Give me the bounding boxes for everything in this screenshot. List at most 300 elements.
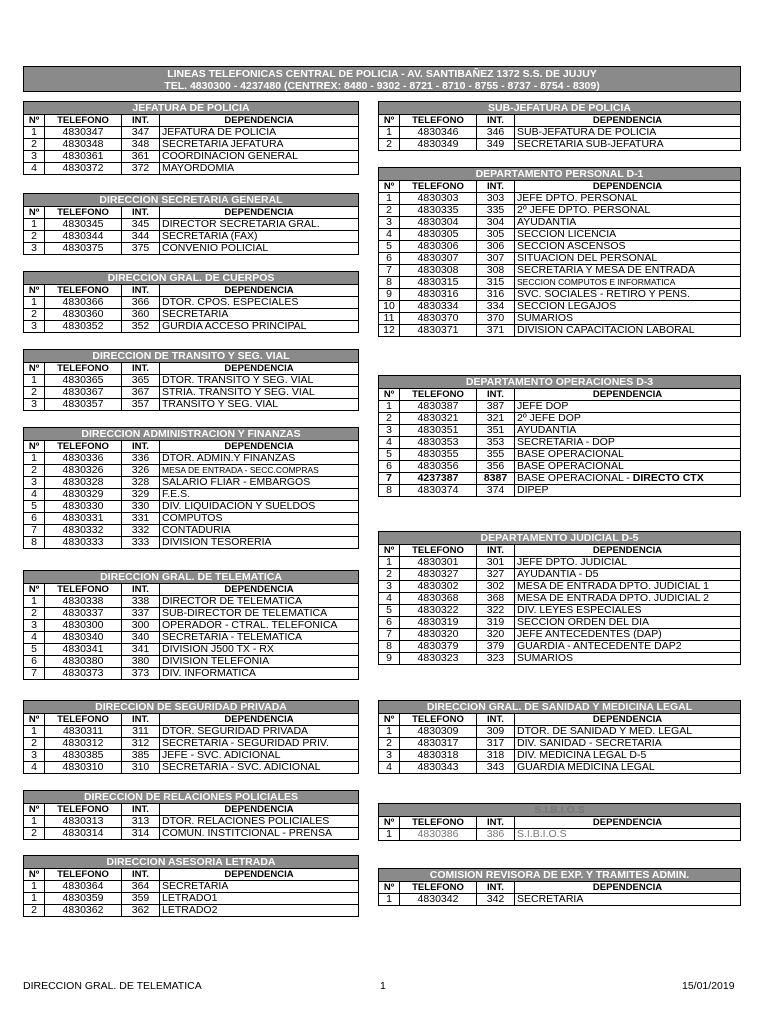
column-header-n: Nº bbox=[24, 285, 45, 297]
cell-dep: 2º JEFE DOP bbox=[515, 413, 741, 425]
section-title: DIRECCION SECRETARIA GENERAL bbox=[24, 194, 359, 207]
cell-n: 1 bbox=[379, 894, 400, 906]
cell-int: 361 bbox=[122, 151, 160, 163]
cell-dep: SECCION ASCENSOS bbox=[515, 241, 741, 253]
column-header-dep: DEPENDENCIA bbox=[160, 115, 359, 127]
column-header-tel: TELEFONO bbox=[400, 115, 477, 127]
cell-int: 301 bbox=[477, 557, 515, 569]
column-header-dep: DEPENDENCIA bbox=[515, 817, 741, 829]
cell-n: 1 bbox=[379, 829, 400, 841]
cell-n: 6 bbox=[379, 253, 400, 265]
table-row bbox=[24, 726, 359, 738]
cell-tel: 4830368 bbox=[400, 593, 477, 605]
cell-tel: 4830332 bbox=[45, 525, 122, 537]
header-line-1: LINEAS TELEFONICAS CENTRAL DE POLICIA - AV. SANTIBAÑEZ 1372 S.S. DE JUJUY bbox=[167, 68, 597, 80]
cell-int: 319 bbox=[477, 617, 515, 629]
cell-dep: DTOR. SEGURIDAD PRIVADA bbox=[160, 726, 359, 738]
cell-tel: 4830314 bbox=[45, 828, 122, 840]
table-row bbox=[379, 653, 741, 665]
cell-tel: 4830355 bbox=[400, 449, 477, 461]
cell-tel: 4830352 bbox=[45, 321, 122, 333]
cell-dep: SUMARIOS bbox=[515, 313, 741, 325]
column-header-dep: DEPENDENCIA bbox=[515, 181, 741, 193]
cell-int: 310 bbox=[122, 762, 160, 774]
cell-n: 3 bbox=[24, 477, 45, 489]
column-header-n: Nº bbox=[379, 882, 400, 894]
cell-tel: 4830305 bbox=[400, 229, 477, 241]
cell-n: 2 bbox=[24, 905, 45, 917]
cell-dep: COMPUTOS bbox=[160, 513, 359, 525]
cell-n: 2 bbox=[379, 569, 400, 581]
cell-dep: JEFE ANTECEDENTES (DAP) bbox=[515, 629, 741, 641]
table-row bbox=[379, 557, 741, 569]
column-header-tel: TELEFONO bbox=[400, 714, 477, 726]
cell-int: 312 bbox=[122, 738, 160, 750]
cell-n: 4 bbox=[379, 593, 400, 605]
cell-n: 1 bbox=[24, 375, 45, 387]
table-row bbox=[24, 387, 359, 399]
column-header-int: INT. bbox=[477, 545, 515, 557]
cell-int: 357 bbox=[122, 399, 160, 411]
column-header-n: Nº bbox=[379, 545, 400, 557]
cell-int: 387 bbox=[477, 401, 515, 413]
column-header-n: Nº bbox=[24, 441, 45, 453]
cell-n: 3 bbox=[379, 425, 400, 437]
cell-n: 4 bbox=[379, 762, 400, 774]
cell-dep: COMUN. INSTITCIONAL - PRENSA bbox=[160, 828, 359, 840]
section-title: DIRECCION DE RELACIONES POLICIALES bbox=[24, 791, 359, 804]
cell-n: 2 bbox=[24, 231, 45, 243]
column-header-tel: TELEFONO bbox=[400, 817, 477, 829]
column-header-tel: TELEFONO bbox=[45, 285, 122, 297]
cell-tel: 4830345 bbox=[45, 219, 122, 231]
cell-n: 11 bbox=[379, 313, 400, 325]
section-title: S.I.B.I.O.S bbox=[379, 804, 741, 817]
cell-n: 2 bbox=[379, 413, 400, 425]
cell-n: 3 bbox=[379, 750, 400, 762]
cell-tel: 4830375 bbox=[45, 243, 122, 255]
cell-dep: DIV. LEYES ESPECIALES bbox=[515, 605, 741, 617]
cell-n: 12 bbox=[379, 325, 400, 337]
cell-n: 2 bbox=[379, 738, 400, 750]
table-personal bbox=[378, 167, 741, 337]
cell-int: 379 bbox=[477, 641, 515, 653]
cell-tel: 4830356 bbox=[400, 461, 477, 473]
cell-dep: JEFE DOP bbox=[515, 401, 741, 413]
table-cuerpos bbox=[23, 271, 359, 333]
table-row bbox=[379, 229, 741, 241]
column-header-int: INT. bbox=[122, 804, 160, 816]
cell-n: 3 bbox=[24, 750, 45, 762]
cell-dep: SECRETARIA (FAX) bbox=[160, 231, 359, 243]
table-seguridad-privada bbox=[23, 700, 359, 774]
cell-int: 343 bbox=[477, 762, 515, 774]
table-row bbox=[24, 525, 359, 537]
cell-tel: 4830309 bbox=[400, 726, 477, 738]
cell-tel: 4830340 bbox=[45, 632, 122, 644]
cell-dep: DIV. SANIDAD - SECRETARIA bbox=[515, 738, 741, 750]
cell-int: 323 bbox=[477, 653, 515, 665]
cell-int: 328 bbox=[122, 477, 160, 489]
table-row bbox=[24, 644, 359, 656]
cell-tel: 4830385 bbox=[45, 750, 122, 762]
cell-n: 1 bbox=[24, 297, 45, 309]
cell-tel: 4830373 bbox=[45, 668, 122, 680]
column-header-dep: DEPENDENCIA bbox=[160, 285, 359, 297]
cell-dep: SUMARIOS bbox=[515, 653, 741, 665]
cell-int: 334 bbox=[477, 301, 515, 313]
cell-dep: SECCION LEGAJOS bbox=[515, 301, 741, 313]
cell-n: 2 bbox=[24, 738, 45, 750]
cell-int: 331 bbox=[122, 513, 160, 525]
cell-int: 386 bbox=[477, 829, 515, 841]
column-header-dep: DEPENDENCIA bbox=[160, 869, 359, 881]
cell-int: 326 bbox=[122, 465, 160, 477]
cell-tel: 4830320 bbox=[400, 629, 477, 641]
cell-n: 7 bbox=[379, 265, 400, 277]
table-row bbox=[24, 489, 359, 501]
cell-tel: 4830319 bbox=[400, 617, 477, 629]
column-header-tel: TELEFONO bbox=[45, 115, 122, 127]
table-row bbox=[379, 241, 741, 253]
cell-tel: 4830301 bbox=[400, 557, 477, 569]
column-header-int: INT. bbox=[122, 441, 160, 453]
cell-tel: 4830357 bbox=[45, 399, 122, 411]
cell-int: 332 bbox=[122, 525, 160, 537]
cell-n: 1 bbox=[24, 726, 45, 738]
cell-tel: 4830366 bbox=[45, 297, 122, 309]
cell-int: 366 bbox=[122, 297, 160, 309]
cell-tel: 4830348 bbox=[45, 139, 122, 151]
cell-tel: 4830372 bbox=[45, 163, 122, 175]
cell-n: 5 bbox=[379, 241, 400, 253]
table-row bbox=[24, 309, 359, 321]
cell-n: 3 bbox=[24, 151, 45, 163]
column-header-tel: TELEFONO bbox=[400, 389, 477, 401]
cell-n: 5 bbox=[24, 501, 45, 513]
cell-dep: DIVISION TESORERIA bbox=[160, 537, 359, 549]
cell-n: 1 bbox=[24, 881, 45, 893]
cell-n: 1 bbox=[24, 453, 45, 465]
cell-n: 6 bbox=[24, 656, 45, 668]
cell-int: 320 bbox=[477, 629, 515, 641]
table-row bbox=[379, 325, 741, 337]
cell-n: 1 bbox=[24, 219, 45, 231]
column-header-n: Nº bbox=[24, 869, 45, 881]
cell-int: 330 bbox=[122, 501, 160, 513]
cell-tel: 4830380 bbox=[45, 656, 122, 668]
cell-dep: SECCION COMPUTOS E INFORMATICA bbox=[515, 277, 741, 289]
cell-tel: 4830365 bbox=[45, 375, 122, 387]
cell-tel: 4830347 bbox=[45, 127, 122, 139]
cell-n: 4 bbox=[379, 437, 400, 449]
cell-dep: JEFE - SVC. ADICIONAL bbox=[160, 750, 359, 762]
table-row bbox=[24, 219, 359, 231]
cell-tel: 4830370 bbox=[400, 313, 477, 325]
cell-int: 329 bbox=[122, 489, 160, 501]
section-title: DIRECCION GRAL. DE SANIDAD Y MEDICINA LEGAL bbox=[379, 701, 741, 714]
column-header-n: Nº bbox=[24, 714, 45, 726]
cell-n: 1 bbox=[379, 557, 400, 569]
cell-dep: OPERADOR - CTRAL. TELEFONICA bbox=[160, 620, 359, 632]
cell-dep: DIVISION TELEFONIA bbox=[160, 656, 359, 668]
cell-int: 348 bbox=[122, 139, 160, 151]
table-row bbox=[379, 461, 741, 473]
column-header-n: Nº bbox=[24, 363, 45, 375]
table-row bbox=[24, 816, 359, 828]
cell-tel: 4830361 bbox=[45, 151, 122, 163]
table-row bbox=[24, 501, 359, 513]
cell-int: 342 bbox=[477, 894, 515, 906]
cell-int: 305 bbox=[477, 229, 515, 241]
cell-n: 1 bbox=[24, 127, 45, 139]
cell-tel: 4830322 bbox=[400, 605, 477, 617]
column-header-n: Nº bbox=[24, 207, 45, 219]
column-header-dep: DEPENDENCIA bbox=[515, 389, 741, 401]
cell-n: 7 bbox=[379, 629, 400, 641]
table-row bbox=[379, 127, 741, 139]
cell-n: 6 bbox=[379, 617, 400, 629]
cell-dep: DTOR. TRANSITO Y SEG. VIAL bbox=[160, 375, 359, 387]
table-row bbox=[379, 301, 741, 313]
cell-int: 344 bbox=[122, 231, 160, 243]
column-header-n: Nº bbox=[379, 181, 400, 193]
column-header-tel: TELEFONO bbox=[400, 545, 477, 557]
cell-int: 352 bbox=[122, 321, 160, 333]
column-header-tel: TELEFONO bbox=[45, 714, 122, 726]
section-title: JEFATURA DE POLICIA bbox=[24, 102, 359, 115]
cell-n: 2 bbox=[24, 387, 45, 399]
table-row bbox=[24, 163, 359, 175]
cell-int: 316 bbox=[477, 289, 515, 301]
cell-tel: 4830313 bbox=[45, 816, 122, 828]
table-row bbox=[379, 762, 741, 774]
cell-dep: MESA DE ENTRADA DPTO. JUDICIAL 1 bbox=[515, 581, 741, 593]
table-row bbox=[379, 437, 741, 449]
cell-n: 7 bbox=[379, 473, 400, 485]
cell-tel: 4830307 bbox=[400, 253, 477, 265]
table-sibios bbox=[378, 803, 741, 841]
cell-tel: 4830333 bbox=[45, 537, 122, 549]
cell-int: 340 bbox=[122, 632, 160, 644]
table-row bbox=[379, 617, 741, 629]
cell-tel: 4830364 bbox=[45, 881, 122, 893]
cell-n: 2 bbox=[24, 139, 45, 151]
table-relaciones bbox=[23, 790, 359, 840]
cell-int: 304 bbox=[477, 217, 515, 229]
section-title: SUB-JEFATURA DE POLICIA bbox=[379, 102, 741, 115]
column-header-int: INT. bbox=[122, 115, 160, 127]
table-row bbox=[379, 605, 741, 617]
cell-n: 4 bbox=[24, 632, 45, 644]
cell-tel: 4830318 bbox=[400, 750, 477, 762]
cell-n: 4 bbox=[379, 229, 400, 241]
column-header-int: INT. bbox=[122, 207, 160, 219]
table-asesoria bbox=[23, 855, 359, 917]
cell-int: 313 bbox=[122, 816, 160, 828]
cell-dep: 2º JEFE DPTO. PERSONAL bbox=[515, 205, 741, 217]
cell-dep: SECRETARIA - TELEMATICA bbox=[160, 632, 359, 644]
table-row bbox=[24, 151, 359, 163]
cell-n: 6 bbox=[24, 513, 45, 525]
cell-tel: 4830308 bbox=[400, 265, 477, 277]
cell-dep: MESA DE ENTRADA DPTO. JUDICIAL 2 bbox=[515, 593, 741, 605]
cell-dep: DTOR. DE SANIDAD Y MED. LEGAL bbox=[515, 726, 741, 738]
table-sanidad bbox=[378, 700, 741, 774]
cell-int: 374 bbox=[477, 485, 515, 497]
table-row bbox=[24, 453, 359, 465]
cell-n: 4 bbox=[24, 762, 45, 774]
table-row bbox=[379, 253, 741, 265]
table-row bbox=[24, 893, 359, 905]
table-row bbox=[379, 485, 741, 497]
cell-int: 303 bbox=[477, 193, 515, 205]
cell-dep: AYUDANTIA bbox=[515, 217, 741, 229]
table-row bbox=[24, 608, 359, 620]
cell-tel: 4830306 bbox=[400, 241, 477, 253]
table-row bbox=[379, 629, 741, 641]
column-header-n: Nº bbox=[24, 115, 45, 127]
column-header-dep: DEPENDENCIA bbox=[160, 207, 359, 219]
cell-n: 5 bbox=[24, 644, 45, 656]
cell-int: 333 bbox=[122, 537, 160, 549]
cell-tel: 4830351 bbox=[400, 425, 477, 437]
table-operaciones bbox=[378, 375, 741, 497]
table-row bbox=[379, 265, 741, 277]
cell-dep: DIVISION CAPACITACION LABORAL bbox=[515, 325, 741, 337]
cell-tel: 4830338 bbox=[45, 596, 122, 608]
cell-dep: SALARIO FLIAR - EMBARGOS bbox=[160, 477, 359, 489]
cell-tel: 4830329 bbox=[45, 489, 122, 501]
cell-tel: 4830371 bbox=[400, 325, 477, 337]
column-header-n: Nº bbox=[379, 817, 400, 829]
cell-n: 10 bbox=[379, 301, 400, 313]
cell-int: 338 bbox=[122, 596, 160, 608]
section-title: DEPARTAMENTO OPERACIONES D-3 bbox=[379, 376, 741, 389]
table-row bbox=[24, 231, 359, 243]
section-title: DIRECCION ASESORIA LETRADA bbox=[24, 856, 359, 869]
column-header-tel: TELEFONO bbox=[400, 181, 477, 193]
cell-n: 8 bbox=[379, 641, 400, 653]
section-title: DIRECCION GRAL. DE TELEMATICA bbox=[24, 571, 359, 584]
cell-n: 3 bbox=[24, 321, 45, 333]
table-subjefatura bbox=[378, 101, 741, 151]
cell-tel: 4830360 bbox=[45, 309, 122, 321]
table-row bbox=[24, 127, 359, 139]
table-row bbox=[379, 750, 741, 762]
cell-n: 7 bbox=[24, 525, 45, 537]
cell-tel: 4830300 bbox=[45, 620, 122, 632]
table-row bbox=[24, 632, 359, 644]
cell-int: 360 bbox=[122, 309, 160, 321]
table-row bbox=[24, 321, 359, 333]
cell-dep: DTOR. RELACIONES POLICIALES bbox=[160, 816, 359, 828]
column-header-n: Nº bbox=[379, 714, 400, 726]
column-header-tel: TELEFONO bbox=[400, 882, 477, 894]
section-title: DIRECCION GRAL. DE CUERPOS bbox=[24, 272, 359, 285]
cell-n: 6 bbox=[379, 461, 400, 473]
table-row bbox=[24, 139, 359, 151]
table-jefatura bbox=[23, 101, 359, 175]
cell-n: 2 bbox=[24, 828, 45, 840]
cell-tel: 4830367 bbox=[45, 387, 122, 399]
cell-tel: 4830343 bbox=[400, 762, 477, 774]
column-header-dep: DEPENDENCIA bbox=[515, 115, 741, 127]
cell-dep: S.I.B.I.O.S bbox=[515, 829, 741, 841]
cell-tel: 4830331 bbox=[45, 513, 122, 525]
cell-tel: 4830336 bbox=[45, 453, 122, 465]
cell-dep: SECRETARIA JEFATURA bbox=[160, 139, 359, 151]
cell-dep: GUARDIA - ANTECEDENTE DAP2 bbox=[515, 641, 741, 653]
cell-n: 8 bbox=[379, 485, 400, 497]
table-row bbox=[24, 750, 359, 762]
cell-tel: 4830327 bbox=[400, 569, 477, 581]
table-row bbox=[379, 413, 741, 425]
column-header-n: Nº bbox=[379, 115, 400, 127]
cell-int: 337 bbox=[122, 608, 160, 620]
cell-int: 365 bbox=[122, 375, 160, 387]
cell-dep: SECRETARIA - SVC. ADICIONAL bbox=[160, 762, 359, 774]
cell-int: 385 bbox=[122, 750, 160, 762]
cell-n: 3 bbox=[379, 581, 400, 593]
cell-tel: 4830323 bbox=[400, 653, 477, 665]
cell-tel: 4830353 bbox=[400, 437, 477, 449]
cell-int: 307 bbox=[477, 253, 515, 265]
table-row bbox=[24, 656, 359, 668]
cell-dep: DIRECTOR SECRETARIA GRAL. bbox=[160, 219, 359, 231]
table-row bbox=[24, 881, 359, 893]
column-header-n: Nº bbox=[379, 389, 400, 401]
column-header-n: Nº bbox=[24, 804, 45, 816]
column-header-tel: TELEFONO bbox=[45, 441, 122, 453]
cell-tel: 4830379 bbox=[400, 641, 477, 653]
column-header-dep: DEPENDENCIA bbox=[160, 804, 359, 816]
table-row bbox=[24, 596, 359, 608]
cell-dep: DTOR. ADMIN.Y FINANZAS bbox=[160, 453, 359, 465]
cell-n: 2 bbox=[379, 139, 400, 151]
cell-int: 362 bbox=[122, 905, 160, 917]
cell-dep: SECRETARIA bbox=[160, 881, 359, 893]
cell-int: 336 bbox=[122, 453, 160, 465]
cell-tel: 4830334 bbox=[400, 301, 477, 313]
cell-int: 8387 bbox=[477, 473, 515, 485]
cell-dep: DTOR. CPOS. ESPECIALES bbox=[160, 297, 359, 309]
cell-n: 4 bbox=[24, 489, 45, 501]
cell-dep: F.E.S. bbox=[160, 489, 359, 501]
cell-int: 375 bbox=[122, 243, 160, 255]
cell-dep: JEFE DPTO. JUDICIAL bbox=[515, 557, 741, 569]
table-row bbox=[379, 894, 741, 906]
cell-n: 4 bbox=[24, 163, 45, 175]
table-row bbox=[379, 217, 741, 229]
cell-dep: SECRETARIA bbox=[160, 309, 359, 321]
column-header-dep: DEPENDENCIA bbox=[160, 714, 359, 726]
table-row bbox=[379, 139, 741, 151]
table-row bbox=[379, 581, 741, 593]
cell-n: 7 bbox=[24, 668, 45, 680]
section-title: DIRECCION ADMINISTRACION Y FINANZAS bbox=[24, 428, 359, 441]
column-header-int: INT. bbox=[122, 869, 160, 881]
cell-tel: 4830342 bbox=[400, 894, 477, 906]
column-header-n: Nº bbox=[24, 584, 45, 596]
table-row bbox=[24, 297, 359, 309]
column-header-int: INT. bbox=[477, 389, 515, 401]
cell-dep: LETRADO2 bbox=[160, 905, 359, 917]
cell-int: 349 bbox=[477, 139, 515, 151]
cell-n: 1 bbox=[24, 596, 45, 608]
cell-tel: 4830316 bbox=[400, 289, 477, 301]
cell-dep: DIVISION J500 TX - RX bbox=[160, 644, 359, 656]
